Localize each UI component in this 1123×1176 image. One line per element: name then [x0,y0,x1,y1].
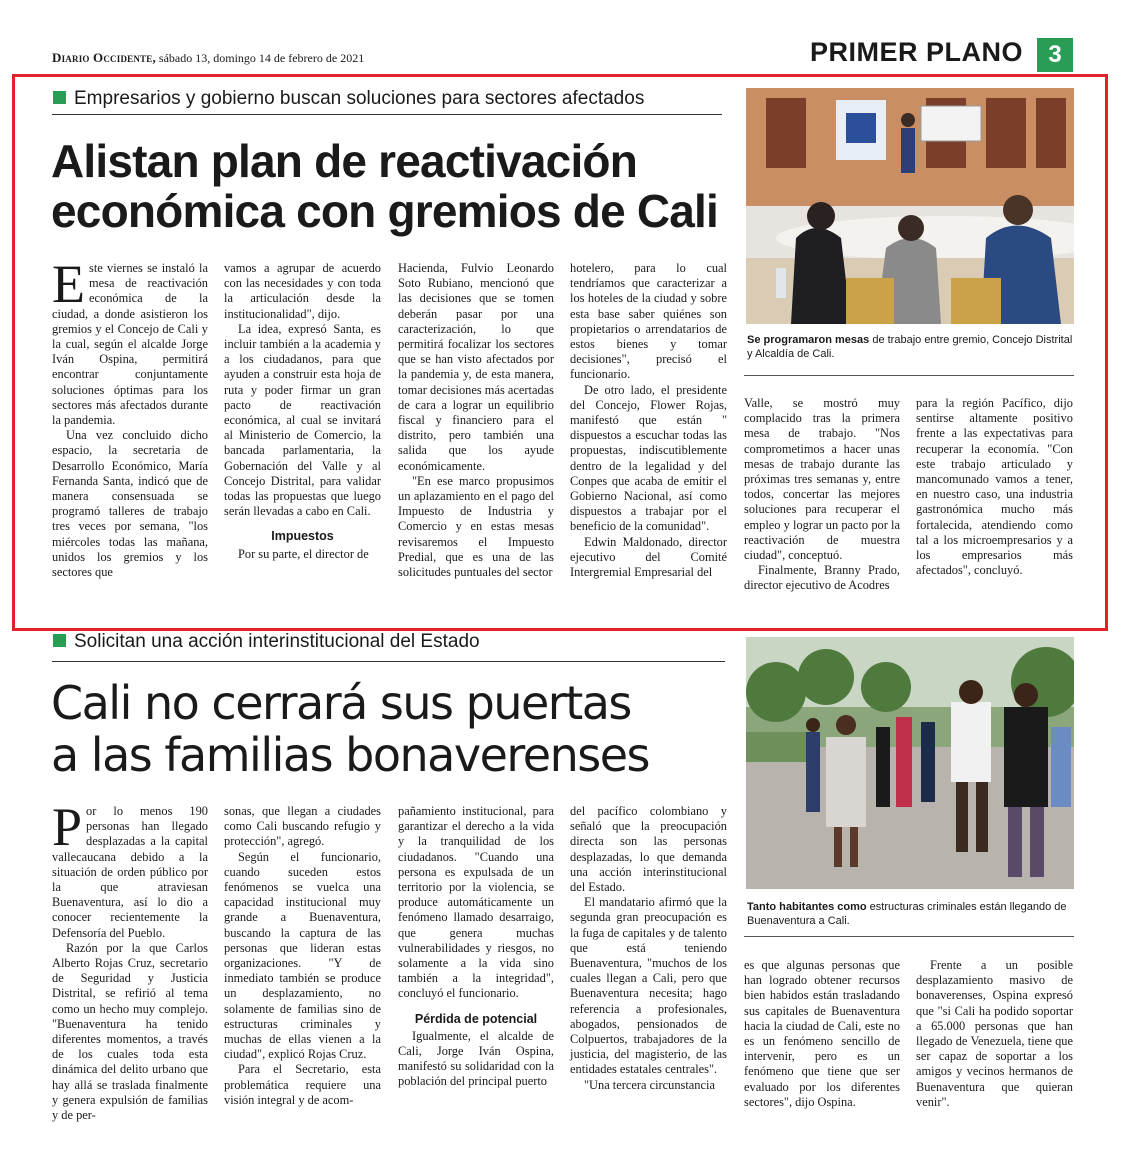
article1-paragraph: ste viernes se instaló la mesa de reactivación económica de la ciudad, a donde asistieron los gremios y el Concejo de Cali y la cual, según el alcalde Jorge Iván Ospina, permitirá encontrar conjuntamente soluciones óptimas para los sectores más afectados durante la pandemia. [52,261,208,428]
article1-paragraph: Finalmente, Branny Prado, director ejecutivo de Acodres [744,563,900,593]
article2-subhead: Pérdida de potencial [414,1011,538,1026]
article1-headline-line2: económica con gremios de Cali [51,185,719,237]
article2-paragraph: Razón por la que Carlos Alberto Rojas Cruz, secretario de Seguridad y Justicia Distrital, se refirió al tema como un hecho muy complejo. "Buenaventura ha tenido diferentes momentos, a través de los cuales toda esta dinámica del delito urbano que hay allá se traslada finalmente y genera expulsión de familias y de per- [52,940,208,1123]
article2-kicker-text: Solicitan una acción interinstitucional del Estado [74,631,480,652]
article1-column-4 [570,261,727,580]
article1-paragraph: "En ese marco propusimos un aplazamiento en el pago del Impuesto de Industria y Comercio y en estas mesas revisaremos el Impuesto Predial, que es una de las solicitudes puntuales del sector [398,473,554,580]
section-title: PRIMER PLANO [810,37,1024,67]
article2-caption [747,900,1073,928]
article1-kicker-rule [52,114,722,115]
article2-headline-line2: a las familias bonaverenses [51,728,649,782]
article1-kicker-text: Empresarios y gobierno buscan soluciones para sectores afectados [74,88,645,109]
article1-paragraph: Una vez concluido dicho espacio, la secretaria de Desarrollo Económico, María Fernanda Santa, indicó que de manera consensuada se programó talleres de trabajo tres veces por semana, "los miércoles todas las mañana, unidos los gremios y los sectores que [52,428,208,580]
article1-subhead: Impuestos [271,529,334,544]
article1-paragraph: hotelero, para lo cual tendríamos que caracterizar a los hoteles de la ciudad y sobre esta base saber quiénes son propietarios o arrendatarios de estos bienes y tomar decisiones", precisó el funcionario. [570,261,727,382]
green-square-icon [53,634,66,647]
article1-column-3 [398,261,554,580]
article2-paragraph: pañamiento institucional, para garantizar el derecho a la vida y la tranquilidad de los ciudadanos. "Cuando una persona es expulsada de un territorio por la violencia, se produce automáticamente un fenómeno llamado desarraigo, que genera muchas vulnerabilidades y riesgos, no solamente a la vida sino también a la integridad", concluyó el funcionario. [398,804,554,1001]
article1-column-6 [916,396,1073,578]
page-number: 3 [1037,38,1073,72]
article2-caption-rule [744,936,1074,937]
article2-paragraph: Igualmente, el alcalde de Cali, Jorge Iván Ospina, manifestó su solidaridad con la población del principal puerto [398,1028,554,1089]
article1-column-5 [744,396,900,594]
article1-caption-rest: de trabajo entre gremio, Concejo Distrital y Alcaldía de Cali. [747,334,1073,360]
article2-column-1 [52,797,208,1123]
article2-paragraph: "Una tercera circunstancia [584,1077,715,1092]
article2-paragraph: Para el Secretario, esta problemática requiere una visión integral y de acom- [224,1062,381,1107]
article2-dropcap: P [52,797,83,857]
article1-paragraph: Hacienda, Fulvio Leonardo Soto Rubiano, mencionó que las decisiones que se tomen deberán pasar por una caracterización, lo que permitirá focalizar los sectores que se han visto afectados por la pandemia y, de esta manera, tomar decisiones más acertadas de cara a lograr un equilibrio fiscal y financiero para el distrito, pero también una salida que los ayude económicamente. [398,261,554,473]
article1-headline-line1: Alistan plan de reactivación [51,135,638,187]
issue-date: sábado 13, domingo 14 de febrero de 2021 [158,51,365,65]
article2-headline [51,677,741,781]
article1-paragraph: La idea, expresó Santa, es incluir también a la academia y a los ciudadanos, para que ayuden a construir esta hoja de ruta y poder firmar un gran pacto de reactivación económica, al cual se invitará al Ministerio de Comercio, la bancada parlamentaria, la Gobernación del Valle y al Concejo Distrital, para validar todas las propuestas que luego serán llevadas a cabo en Cali. [224,321,381,519]
article1-paragraph: De otro lado, el presidente del Concejo, Flower Rojas, manifestó que están " dispuestos a escuchar todas las propuestas, indiscutiblemente dentro de la legalidad y del Conpes que acaba de emitir el Gobierno Nacional, así como dispuestos a trabajar por el beneficio de la comunidad". [570,382,727,534]
article1-paragraph: vamos a agrupar de acuerdo con las necesidades y con toda la articulación desde la institucionalidad", dijo. [224,261,381,321]
article2-paragraph: Según el funcionario, cuando suceden estos fenómenos se vuelca una capacidad institucional muy grande a Buenaventura, buscando la captura de las personas que lideran estas organizaciones. "Y de inmediato también se produce un desplazamiento, no solamente de familias sino de estructuras criminales y muchas de ellas vienen a la ciudad", explicó Rojas Cruz. [224,849,381,1062]
article2-paragraph: es que algunas personas que han logrado obtener recursos bien habidos están trasladando sus capitales de Buenaventura hacia la ciudad de Cali, este no es un fenómeno sencillo de intervenir, pero es un fenómeno que tiene que ser evaluado por los diferentes sectores", dijo Ospina. [744,958,900,1109]
article2-column-4 [570,804,727,1093]
article1-column-2 [224,261,381,562]
newspaper-brand: Diario Occidente, [52,50,156,65]
article2-caption-rest: estructuras criminales están llegando de Buenaventura a Cali. [747,901,1067,927]
article2-headline-line1: Cali no cerrará sus puertas [51,676,631,730]
article2-kicker-rule [52,661,725,662]
article2-paragraph: sonas, que llegan a ciudades como Cali buscando refugio y protección", agregó. [224,804,381,849]
article2-column-3 [398,804,554,1090]
article1-photo [746,88,1074,324]
masthead [52,50,364,66]
article2-caption-bold: Tanto habitantes como [747,901,867,913]
article2-kicker [53,631,480,653]
article1-paragraph: para la región Pacífico, dijo sentirse altamente positivo frente a las expectativas para recuperar la economía. "Con este trabajo articulado y mancomunado vamos a tener, en nuestro caso, una industria gastronómica mucho más fortalecida, atendiendo como tal a los microempresarios y a los empresarios más afectados", concluyó. [916,396,1073,578]
article2-paragraph: del pacífico colombiano y señaló que la preocupación directa son las personas desplazadas, lo que demanda una acción interinstitucional del Estado. [570,804,727,895]
article1-paragraph: Edwin Maldonado, director ejecutivo del Comité Intergremial Empresarial del [570,534,727,580]
article1-dropcap: E [52,254,85,314]
article2-paragraph: Frente a un posible desplazamiento masivo de bonaverenses, Ospina expresó que "si Cali ha podido soportar a 65.000 personas que han llegado de Venezuela, tiene que ser capaz de soportar a los amigos y vecinos hermanos de Buenaventura que quieran venir". [916,958,1073,1109]
article1-kicker [53,88,644,110]
article2-column-5 [744,958,900,1110]
article1-paragraph: Valle, se mostró muy complacido tras la primera mesa de trabajo. "Nos comprometimos a hacer unas mesas de trabajo durante las próximas tres semanas y, entre todos, concertar las mejores soluciones para recuperar el empleo y lograr un pacto por la reactivación de muestra ciudad", conceptuó. [744,396,900,563]
article2-column-2 [224,804,381,1108]
article1-caption [747,333,1073,361]
green-square-icon [53,91,66,104]
article1-caption-rule [744,375,1074,376]
article1-paragraph: Por su parte, el director de [238,546,369,561]
article2-photo [746,637,1074,889]
article1-column-1 [52,254,208,580]
article2-paragraph: El mandatario afirmó que la segunda gran preocupación es la fuga de capitales y de talento que está teniendo Buenaventura, "muchos de los cuales llegan a Cali, pero que Buenaventura necesita; hago referencia a profesionales, abogados, pensionados de Colpuertos, trabajadores de la justicia, del magisterio, de las entidades estatales centrales". [570,895,727,1077]
article1-caption-bold: Se programaron mesas [747,334,870,346]
article2-column-6 [916,958,1073,1110]
article1-headline [51,136,741,236]
article2-paragraph: or lo menos 190 personas han llegado desplazadas a la capital vallecaucana debido a la situación de orden público por la que atraviesan Buenaventura, así lo dio a conocer recientemente la Defensoría del Pueblo. [52,804,208,940]
